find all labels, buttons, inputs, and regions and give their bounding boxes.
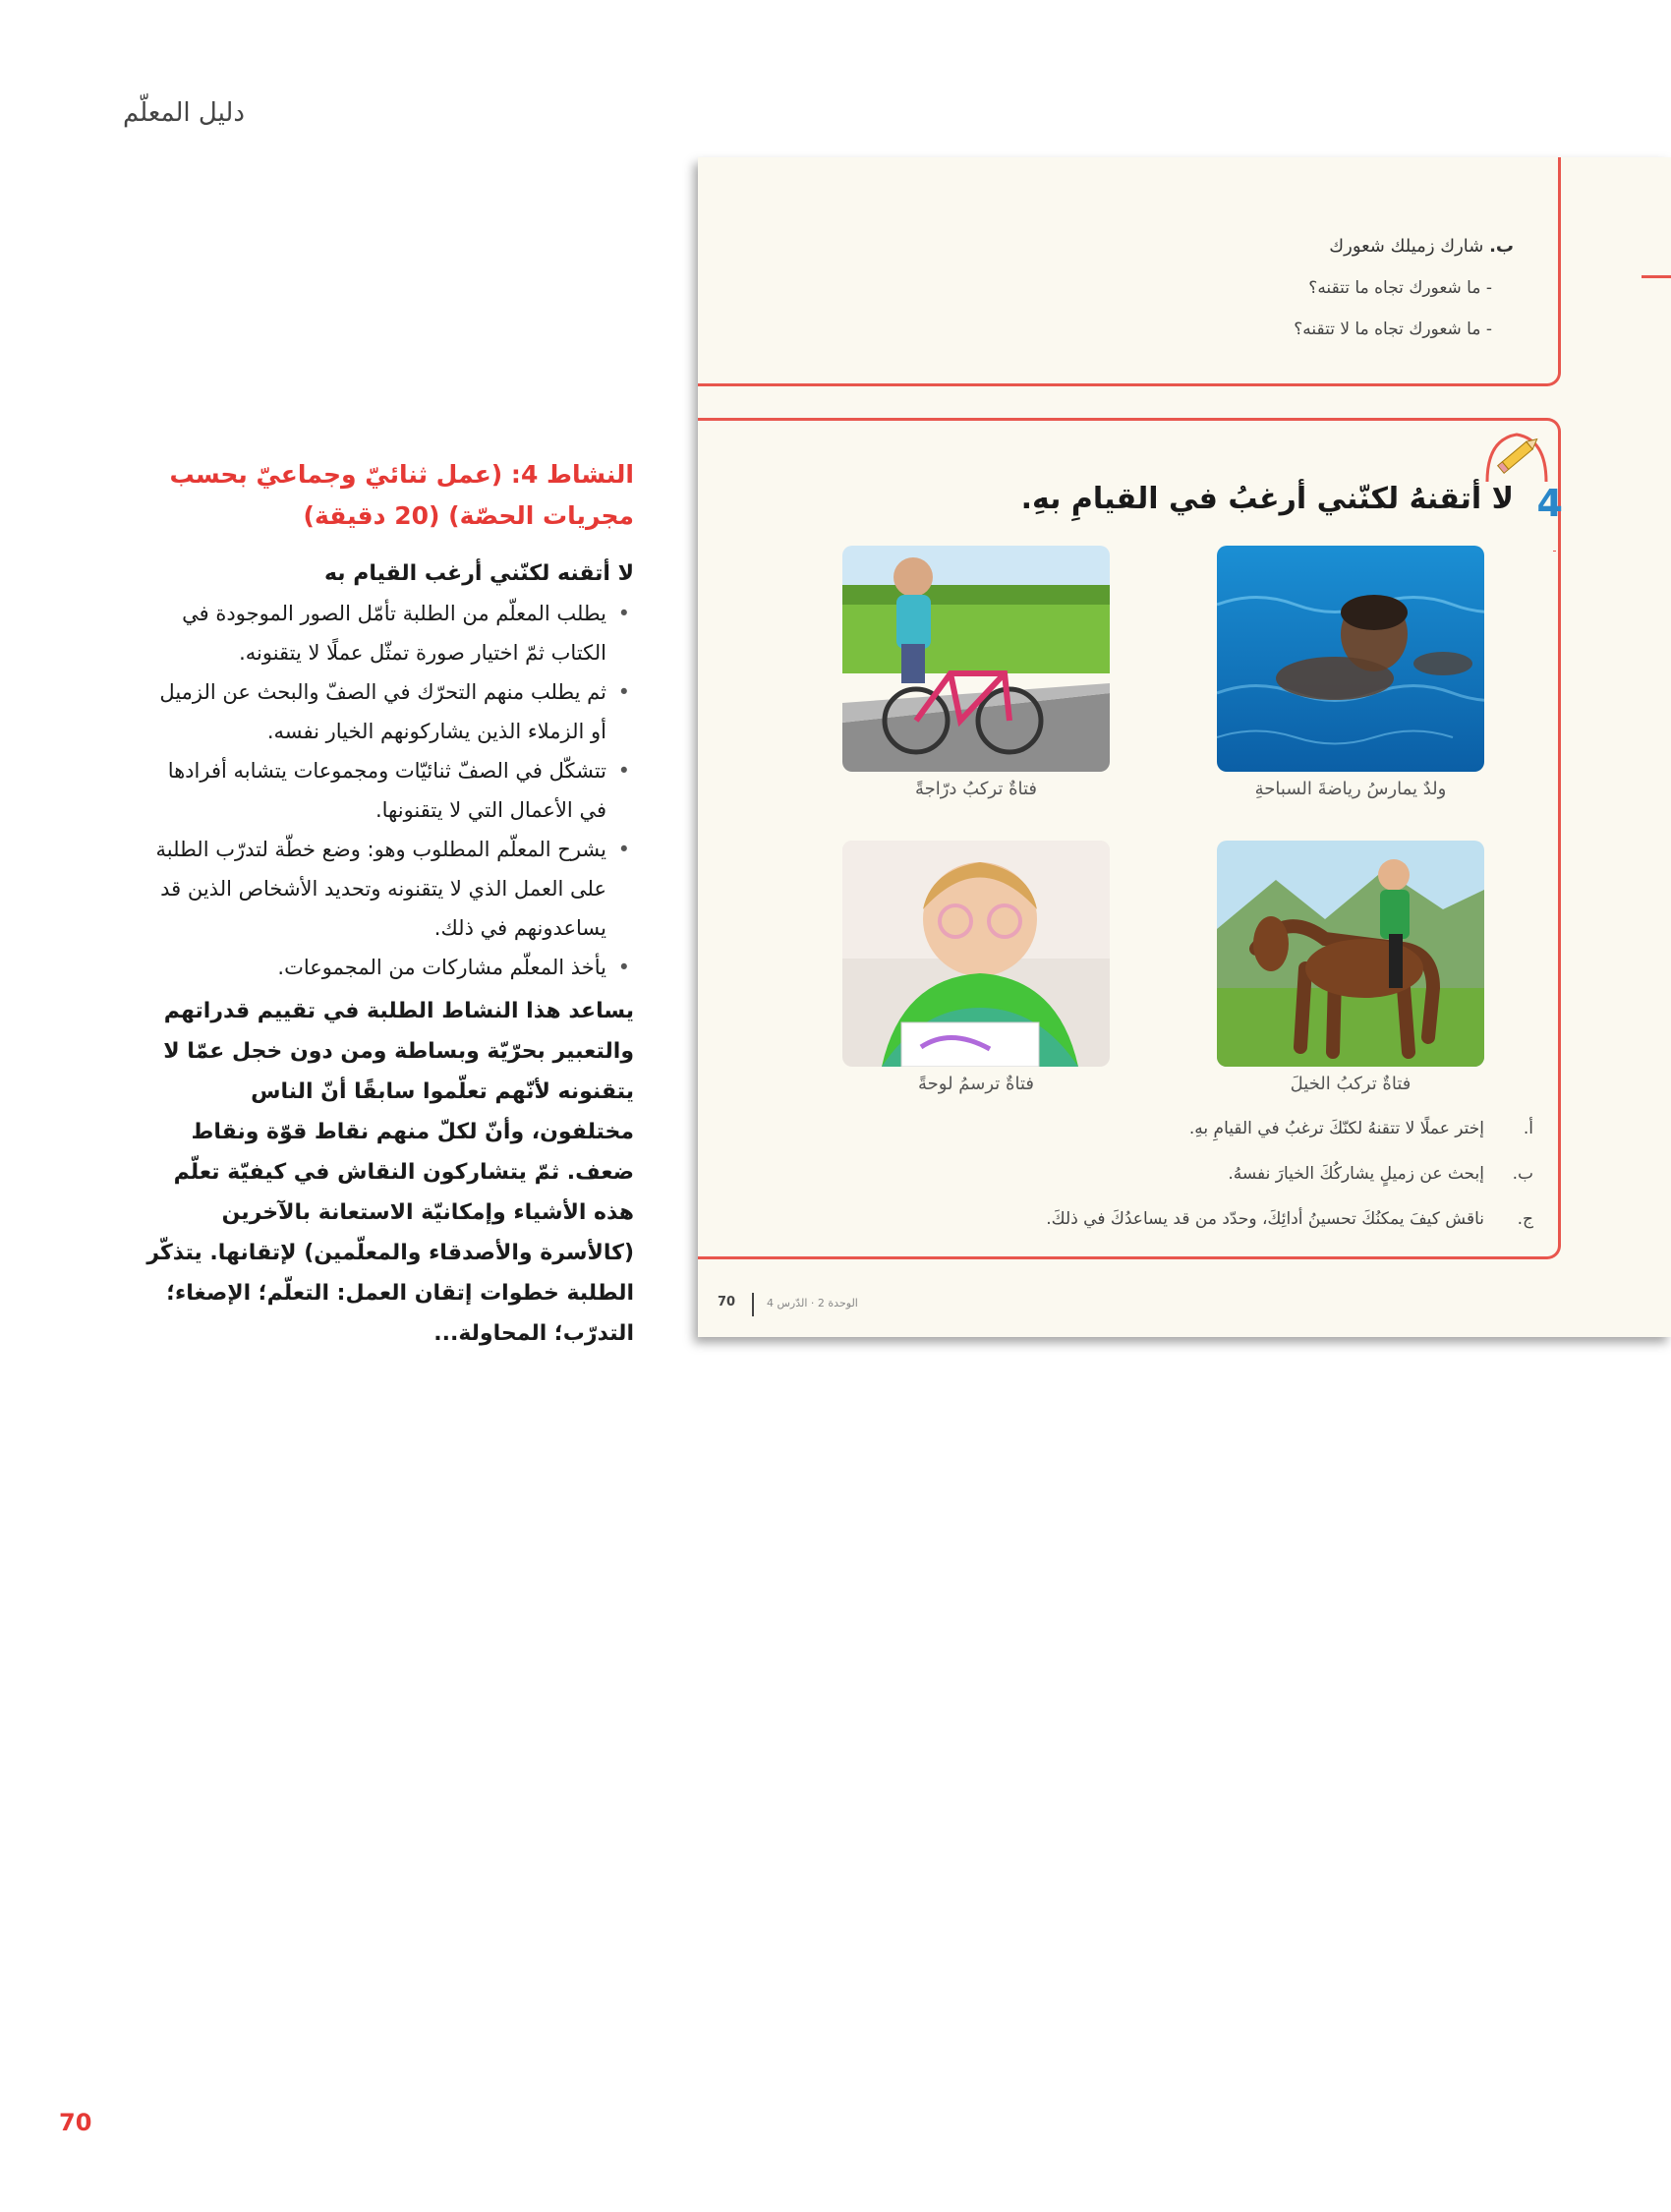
teacher-guide (143, 454, 634, 1354)
summary-paragraph: يساعد هذا النشاط الطلبة في تقييم قدراتهم والتعبير بحرّيّة وبساطة ومن دون خجل عمّا لا يتقنونه لأنّهم تعلّموا سابقًا أنّ الناس مختلفون، وأنّ لكلّ منهم نقاط قوّة ونقاط ضعف. ثمّ يتشاركون النقاش في كيفيّة تعلّم هذه الأشياء وإمكانيّة الاستعانة بالآخرين (كالأسرة والأصدقاء والمعلّمين) لإتقانها. يتذكّر الطلبة خطوات إتقان العمل: التعلّم؛ الإصغاء؛ التدرّب؛ المحاولة... (146, 999, 634, 1346)
caption-painting: فتاةٌ ترسمُ لوحةً (918, 1074, 1034, 1094)
book-footer (718, 1293, 1012, 1322)
list-item: أ. إختر عملًا لا تتقنهُ لكنّكَ ترغبُ في القيامِ بهِ. (1188, 1119, 1533, 1138)
steps-list (143, 594, 634, 987)
question-line: - ما شعورك تجاه ما لا تتقنه؟ (1294, 320, 1492, 339)
pencil-icon (1482, 425, 1551, 484)
question-line: - ما شعورك تجاه ما تتقنه؟ (1308, 278, 1492, 298)
page-number: 70 (59, 2109, 92, 2136)
list-item: • ثم يطلب منهم التحرّك في الصفّ والبحث عن الزميل أو الزملاء الذين يشاركونهم الخيار نفسه. (143, 672, 634, 751)
photo-swimming-boy (1217, 546, 1484, 772)
footer-breadcrumb: الوحدة 2 · الدّرس 4 (767, 1297, 858, 1310)
activity-number: 4 (1536, 482, 1563, 525)
student-book-page (698, 157, 1671, 1337)
list-item: ج. ناقش كيفَ يمكنُكَ تحسينُ أدائِكَ، وحدّد من قد يساعدُكَ في ذلكَ. (1046, 1209, 1533, 1229)
list-item: • تتشكّل في الصفّ ثنائيّات ومجموعات يتشابه أفرادها في الأعمال التي لا يتقنونها. (143, 751, 634, 830)
photo-horse-girl (1217, 841, 1484, 1067)
question-b: ب. شارك زميلك شعورك - ما شعورك تجاه ما تتقنه؟ - ما شعورك تجاه ما لا تتقنه؟ (826, 226, 1514, 350)
caption-bike: فتاةٌ تركبُ درّاجةً (914, 779, 1038, 799)
caption-horse: فتاةٌ تركبُ الخيلَ (1290, 1074, 1412, 1094)
list-item: • يشرح المعلّم المطلوب وهو: وضع خطّة لتدرّب الطلبة على العمل الذي لا يتقنونه وتحديد الأشخاص الذين قد يساعدونهم في ذلك. (143, 830, 634, 948)
activity-title: النشاط 4: (عمل ثنائيّ وجماعيّ بحسب مجريات الحصّة) (20 دقيقة) (169, 460, 634, 530)
list-item: ب. إبحث عن زميلٍ يشاركُكَ الخيارَ نفسهُ. (1228, 1164, 1533, 1184)
footer-divider (752, 1293, 754, 1316)
book-page-number: 70 (718, 1295, 736, 1310)
photo-painting-girl (842, 841, 1110, 1067)
list-item: • يأخذ المعلّم مشاركات من المجموعات. (143, 948, 634, 987)
activity-heading: لا أتقنهُ لكنّني أرغبُ في القيامِ بهِ. (1020, 482, 1514, 516)
section-heading: لا أتقنه لكنّني أرغب القيام به (323, 561, 634, 586)
list-item: • يطلب المعلّم من الطلبة تأمّل الصور الموجودة في الكتاب ثمّ اختيار صورة تمثّل عملًا لا يتقنونه. (143, 594, 634, 672)
task-list (845, 1106, 1533, 1242)
photo-bike-girl (842, 546, 1110, 772)
frame-tick (1642, 275, 1671, 278)
header-title: دليل المعلّم (123, 98, 245, 128)
frame-tick (1553, 551, 1556, 552)
caption-swimming: ولدٌ يمارسُ رياضةَ السباحةِ (1254, 779, 1447, 799)
